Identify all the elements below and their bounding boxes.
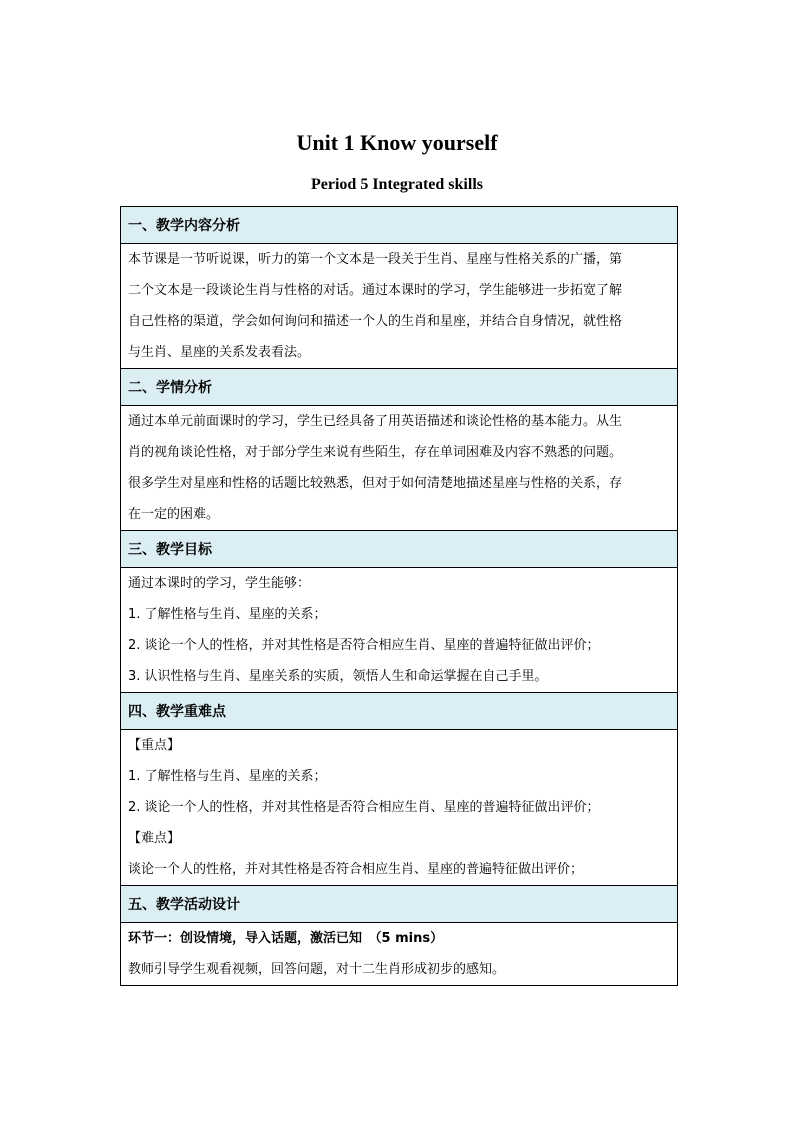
section-header-row bbox=[121, 369, 678, 406]
section-header-row bbox=[121, 693, 678, 730]
document-title: Unit 1 Know yourself bbox=[296, 130, 498, 155]
activity-step-heading: 环节一：创设情境，导入话题，激活已知 （5 mins） bbox=[128, 931, 444, 946]
section-header-row bbox=[121, 886, 678, 923]
section-heading: 二、学情分析 bbox=[121, 369, 678, 406]
body-line: 在一定的困难。 bbox=[128, 507, 220, 522]
section-body bbox=[121, 730, 678, 886]
section-body-row bbox=[121, 406, 678, 531]
body-line: 通过本课时的学习，学生能够： bbox=[128, 576, 311, 591]
section-body bbox=[121, 568, 678, 693]
body-line: 肖的视角谈论性格，对于部分学生来说有些陌生，存在单词困难及内容不熟悉的问题。 bbox=[128, 445, 623, 460]
section-body bbox=[121, 406, 678, 531]
section-heading: 一、教学内容分析 bbox=[121, 207, 678, 244]
body-line: 【重点】 bbox=[128, 738, 181, 753]
body-line: 教师引导学生观看视频，回答问题，对十二生肖形成初步的感知。 bbox=[128, 962, 506, 977]
section-header-row bbox=[121, 531, 678, 568]
body-line: 谈论一个人的性格，并对其性格是否符合相应生肖、星座的普遍特征做出评价； bbox=[128, 862, 584, 877]
body-line: 1. 了解性格与生肖、星座的关系； bbox=[128, 607, 327, 622]
body-line: 很多学生对星座和性格的话题比较熟悉，但对于如何清楚地描述星座与性格的关系，存 bbox=[128, 476, 623, 491]
body-line: 2. 谈论一个人的性格，并对其性格是否符合相应生肖、星座的普遍特征做出评价； bbox=[128, 800, 600, 815]
body-line: 二个文本是一段谈论生肖与性格的对话。通过本课时的学习，学生能够进一步拓宽了解 bbox=[128, 283, 623, 298]
body-line: 与生肖、星座的关系发表看法。 bbox=[128, 345, 311, 360]
section-heading: 五、教学活动设计 bbox=[121, 886, 678, 923]
body-line: 1. 了解性格与生肖、星座的关系； bbox=[128, 769, 327, 784]
body-line: 自己性格的渠道，学会如何询问和描述一个人的生肖和星座，并结合自身情况，就性格 bbox=[128, 314, 623, 329]
section-heading: 四、教学重难点 bbox=[121, 693, 678, 730]
section-body-row bbox=[121, 568, 678, 693]
lesson-plan-table bbox=[120, 206, 678, 986]
section-body-row bbox=[121, 730, 678, 886]
document-subtitle: Period 5 Integrated skills bbox=[311, 176, 483, 193]
section-body bbox=[121, 244, 678, 369]
body-line: 【难点】 bbox=[128, 831, 181, 846]
section-header-row bbox=[121, 207, 678, 244]
section-body bbox=[121, 923, 678, 986]
section-heading: 三、教学目标 bbox=[121, 531, 678, 568]
body-line: 本节课是一节听说课，听力的第一个文本是一段关于生肖、星座与性格关系的广播，第 bbox=[128, 252, 623, 267]
body-line: 通过本单元前面课时的学习，学生已经具备了用英语描述和谈论性格的基本能力。从生 bbox=[128, 414, 623, 429]
body-line: 2. 谈论一个人的性格，并对其性格是否符合相应生肖、星座的普遍特征做出评价； bbox=[128, 638, 600, 653]
section-body-row bbox=[121, 923, 678, 986]
body-line: 3. 认识性格与生肖、星座关系的实质，领悟人生和命运掌握在自己手里。 bbox=[128, 669, 548, 684]
section-body-row bbox=[121, 244, 678, 369]
